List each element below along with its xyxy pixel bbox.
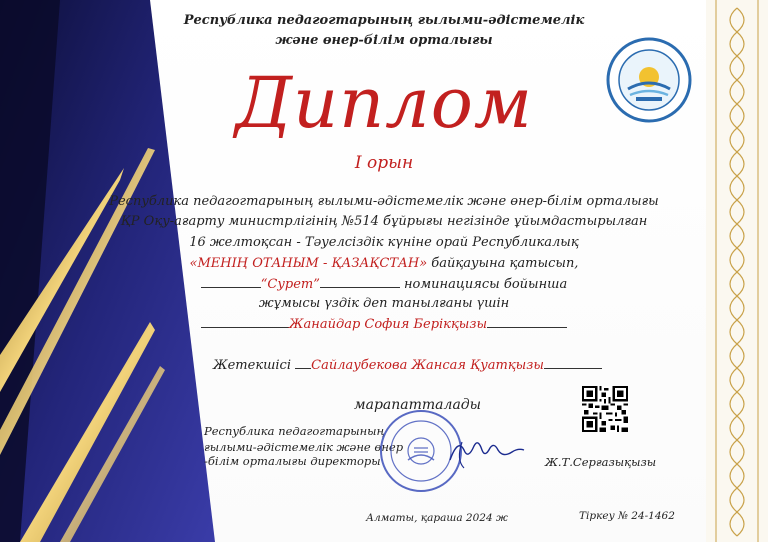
body-line-5 — [0, 276, 768, 292]
mentor-line — [213, 357, 602, 373]
director-line-1: Республика педагогтарының — [204, 424, 385, 438]
awarded-text: марапатталады — [354, 397, 482, 413]
body-line-4 — [0, 256, 768, 271]
director-signature — [440, 430, 530, 475]
place-award: І орын — [354, 153, 414, 173]
body-line-6: жұмысы үздік деп танылғаны үшін — [258, 296, 510, 311]
underline — [295, 357, 311, 369]
underline — [544, 357, 602, 369]
contest-suffix: байқауына қатысып, — [427, 256, 579, 271]
body-line-3: 16 желтоқсан - Тәуелсіздік күніне орай Республикалық — [189, 235, 579, 250]
nomination-name: “Сурет” — [260, 277, 320, 292]
mentor-name: Сайлаубекова Жансая Қуатқызы — [311, 358, 544, 373]
director-line-3: -білім орталығы директоры — [204, 454, 381, 468]
diploma-title: Диплом — [235, 62, 533, 144]
qr-code-icon — [582, 386, 628, 432]
registration-number: Тіркеу № 24-1462 — [579, 510, 675, 522]
participant-name: Жанайдар София Берікқызы — [288, 317, 488, 332]
underline — [487, 316, 567, 328]
contest-name: «МЕНІҢ ОТАНЫМ - ҚАЗАҚСТАН» — [189, 256, 428, 271]
header-line-1: Республика педагогтарының ғылыми-әдістемелік — [183, 13, 585, 28]
body-line-2: ҚР Оқу-ағарту министрлігінің №514 бұйрығы негізінде ұйымдастырылған — [120, 214, 648, 229]
director-line-2: ғылыми-әдістемелік және өнер — [204, 440, 404, 454]
nomination-suffix: номинациясы бойынша — [399, 277, 568, 292]
participant-line — [0, 316, 768, 332]
underline — [201, 276, 261, 288]
body-line-1: Республика педагогтарының ғылыми-әдістемелік және өнер-білім орталығы — [109, 194, 659, 209]
mentor-label: Жетекшісі — [213, 358, 291, 373]
director-name: Ж.Т.Серғазықызы — [545, 455, 657, 469]
underline — [320, 276, 400, 288]
underline — [201, 316, 289, 328]
city-date: Алматы, қараша 2024 ж — [366, 512, 508, 524]
header-line-2: және өнер-білім орталығы — [275, 33, 493, 48]
